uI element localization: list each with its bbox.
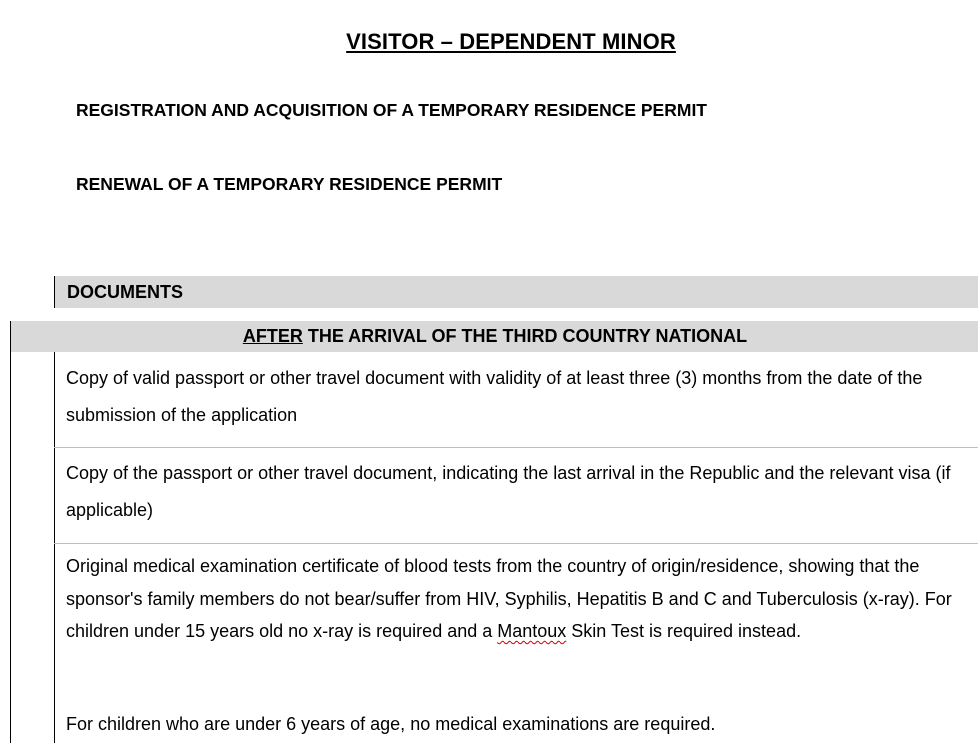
requirement-arrival-visa: Copy of the passport or other travel document, indicating the last arrival in the Republic and the relevant visa (if applicable)	[66, 463, 951, 520]
row-divider	[54, 543, 978, 544]
page-title: VISITOR – DEPENDENT MINOR	[346, 29, 676, 54]
heading-renewal: RENEWAL OF A TEMPORARY RESIDENCE PERMIT	[76, 174, 503, 194]
section-header-label	[11, 326, 978, 347]
heading-registration: REGISTRATION AND ACQUISITION OF A TEMPORARY RESIDENCE PERMIT	[76, 100, 707, 120]
spellcheck-flagged-word[interactable]: Mantoux	[497, 621, 567, 641]
medical-text-part1: Original medical examination certificate of blood tests from the country of origin/residence, showing that the sponsor's family members do not bear/suffer from HIV, Syphilis, Hepatitis B and C and Tuberculosis (x-ray). For children under 15 years old no x-ray is required and a	[66, 556, 952, 641]
medical-text-part2: Skin Test is required instead.	[566, 621, 802, 641]
requirement-medical-certificate	[66, 550, 966, 648]
requirement-passport-copy: Copy of valid passport or other travel document with validity of at least three (3) months from the date of the submission of the application	[66, 368, 923, 425]
table-border-outer	[10, 352, 11, 743]
documents-label: DOCUMENTS	[67, 282, 183, 302]
section-rest: THE ARRIVAL OF THE THIRD COUNTRY NATIONAL	[302, 326, 748, 346]
documents-header	[54, 276, 978, 308]
row-divider	[54, 447, 978, 448]
section-header-after-arrival	[10, 321, 978, 352]
table-border-inner	[54, 352, 55, 743]
section-emphasis: AFTER	[242, 326, 303, 346]
children-exemption-note: For children who are under 6 years of age, no medical examinations are required.	[66, 714, 716, 734]
